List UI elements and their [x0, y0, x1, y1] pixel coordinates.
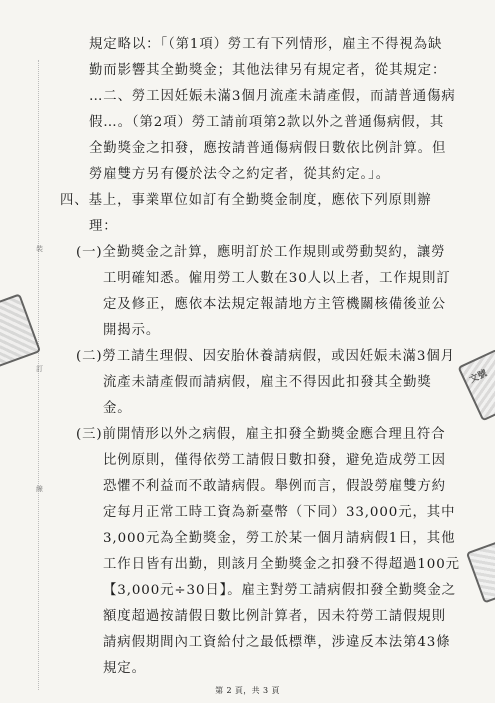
- seal-stamp-left: [0, 293, 41, 368]
- section-4-heading: 四、基上，事業單位如訂有全勤獎金制度，應依下列原則辦: [60, 193, 432, 208]
- item-1-line-2: 工明確知悉。僱用勞工人數在30人以上者，工作規則訂: [103, 271, 451, 286]
- item-3-line-10: 規定。: [103, 661, 146, 676]
- item-3-line-5: 3,000元為全勤獎金，勞工於某一個月請病假1日，其他: [103, 531, 456, 546]
- item-2-line-1: (二)勞工請生理假、因安胎休養請病假，或因妊娠未滿3個月: [76, 349, 455, 364]
- seal-stamp-right-lower: [466, 540, 495, 603]
- body-line-5: 全勤獎金之扣發，應按請普通傷病假日數依比例計算。但: [89, 141, 447, 156]
- item-1-line-1: (一)全勤獎金之計算，應明訂於工作規則或勞動契約，讓勞: [76, 245, 446, 260]
- body-line-1: 規定略以：「（第1項）勞工有下列情形，雇主不得視為缺: [89, 37, 443, 52]
- page-footer: 第 2 頁，共 3 頁: [215, 686, 280, 695]
- item-2-line-3: 金。: [103, 401, 132, 416]
- binding-line: [38, 60, 40, 690]
- margin-mark-2: 訂: [36, 365, 43, 373]
- margin-mark-3: 線: [36, 485, 43, 493]
- item-3-line-8: 額度超過按請假日數比例計算者，因未符勞工請假規則: [103, 609, 446, 624]
- body-line-3: …二、勞工因妊娠未滿3個月流產未請產假，而請普通傷病: [89, 89, 456, 104]
- section-4-heading-cont: 理：: [89, 219, 118, 234]
- body-line-2: 勤而影響其全勤獎金；其他法律另有規定者，從其規定：: [89, 63, 447, 78]
- item-3-line-6: 工作日皆有出勤，則該月全勤獎金之扣發不得超過100元: [103, 557, 460, 572]
- body-line-6: 勞雇雙方另有優於法令之約定者，從其約定。」。: [89, 167, 390, 182]
- item-2-line-2: 流產未請產假而請病假，雇主不得因此扣發其全勤獎: [103, 375, 432, 390]
- item-1-line-3: 定及修正，應依本法規定報請地方主管機關核備後並公: [103, 297, 446, 312]
- item-3-line-9: 請病假期間內工資給付之最低標準，涉違反本法第43條: [103, 635, 451, 650]
- item-3-line-4: 定每月正常工時工資為新臺幣（下同）33,000元，其中: [103, 505, 456, 520]
- seal-stamp-right: [457, 349, 495, 422]
- margin-mark-1: 裝: [36, 245, 43, 253]
- item-3-line-7: 【3,000元÷30日】。雇主對勞工請病假扣發全勤獎金之: [103, 583, 456, 598]
- item-3-line-3: 恐懼不利益而不敢請病假。舉例而言，假設勞雇雙方約: [103, 479, 446, 494]
- item-3-line-1: (三)前開情形以外之病假，雇主扣發全勤獎金應合理且符合: [76, 427, 446, 442]
- seal-stamp-text: 文號: [468, 368, 489, 386]
- body-line-4: 假…。（第2項）勞工請前項第2款以外之普通傷病假，其: [89, 115, 445, 130]
- item-3-line-2: 比例原則，僅得依勞工請假日數扣發，避免造成勞工因: [103, 453, 446, 468]
- item-1-line-4: 開揭示。: [103, 323, 161, 338]
